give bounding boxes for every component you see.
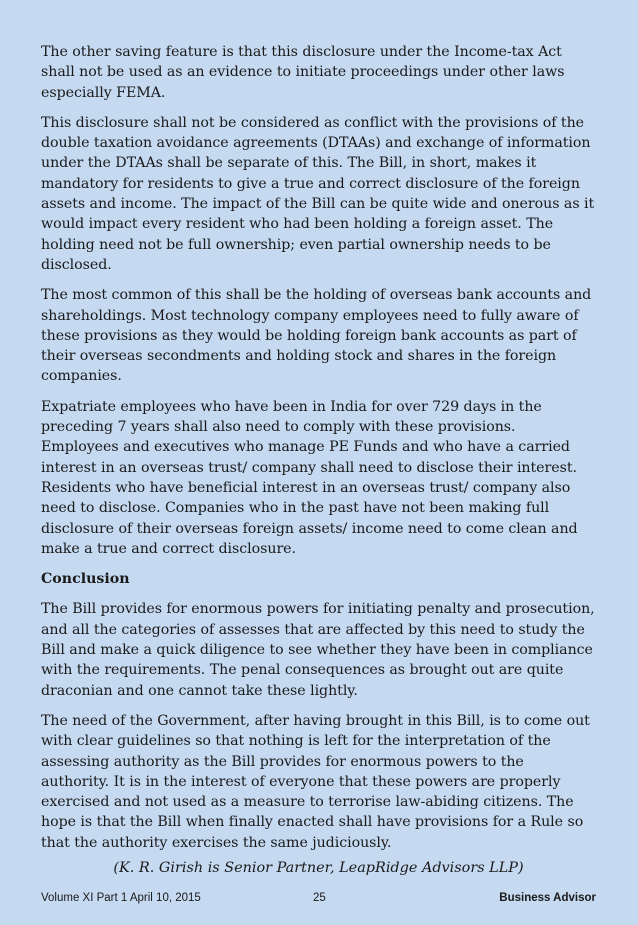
footer-publication: Business Advisor [499,892,596,904]
paragraph-expatriates: Expatriate employees who have been in India for over 729 days in the preceding 7 years shall also need to comply with these provisions. Employees and executives who manage PE Funds and who have a carried interest in an overseas trust/ company shall need to disclose their interest. Residents who have beneficial interest in an overseas trust/ company also need to disclose. Companies who in the past have not been making full disclosure of their overseas foreign assets/ income need to come clean and make a true and correct disclosure. [41,398,578,557]
article-body [41,42,596,863]
paragraph-saving-feature: The other saving feature is that this disclosure under the Income-tax Act shall not be used as an evidence to initiate proceedings under other laws especially FEMA. [41,44,565,101]
footer-volume: Volume XI Part 1 April 10, 2015 [41,892,201,904]
page-footer [41,890,596,906]
paragraph-conclusion-government: The need of the Government, after having brought in this Bill, is to come out with clear guidelines so that nothing is left for the interpretation of the assessing authority as the Bill provides for enormous powers to the authority. It is in the interest of everyone that these powers are properly exercised and not used as a measure to terrorise law-abiding citizens. The hope is that the Bill when finally enacted shall have provisions for a Rule so that the authority exercises the same judiciously. [41,712,590,851]
footer-page-number: 25 [313,892,326,904]
paragraph-conclusion-powers: The Bill provides for enormous powers for initiating penalty and prosecution, and all the categories of assesses that are affected by this need to study the Bill and make a quick diligence to see whether they have been in compliance with the requirements. The penal consequences as brought out are quite draconian and one cannot take these lightly. [41,601,595,699]
section-heading-conclusion: Conclusion [41,571,130,588]
paragraph-dtaa: This disclosure shall not be considered as conflict with the provisions of the double taxation avoidance agreements (DTAAs) and exchange of information under the DTAAs shall be separate of this. The Bill, in short, makes it mandatory for residents to give a true and correct disclosure of the foreign assets and income. The impact of the Bill can be quite wide and onerous as it would impact every resident who had been holding a foreign asset. The holding need not be full ownership; even partial ownership needs to be disclosed. [41,114,595,273]
author-byline: (K. R. Girish is Senior Partner, LeapRidge Advisors LLP) [113,860,524,876]
paragraph-overseas-holdings: The most common of this shall be the holding of overseas bank accounts and shareholdings. Most technology company employees need to fully aware of these provisions as they would be holding foreign bank accounts as part of their overseas secondments and holding stock and shares in the foreign companies. [41,287,592,385]
